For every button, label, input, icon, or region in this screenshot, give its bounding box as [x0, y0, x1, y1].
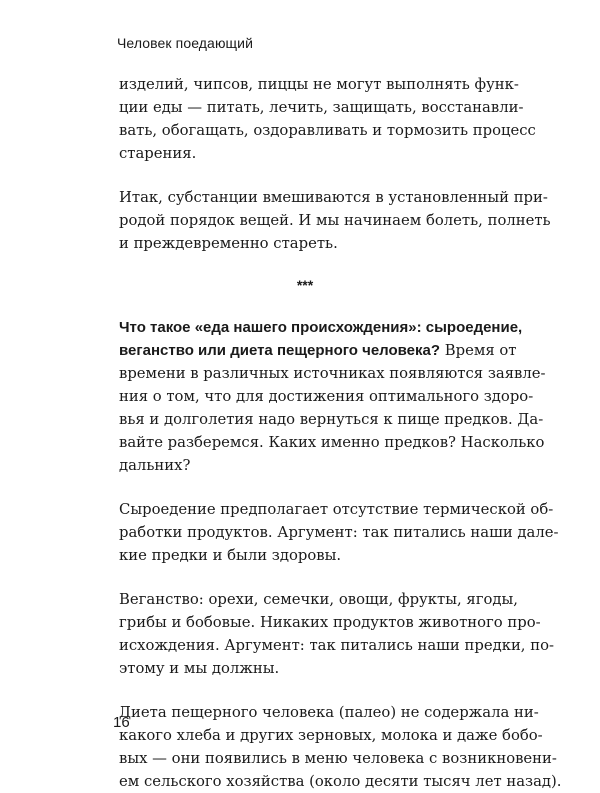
text-line: и преждевременно стареть.	[119, 235, 338, 252]
running-head: Человек поедающий	[117, 35, 254, 51]
text-line: вья и долголетия надо вернуться к пище предков. Да-	[119, 411, 544, 428]
text-line: дальних?	[119, 457, 191, 474]
text-line: ции еды — питать, лечить, защищать, восстанавли-	[119, 99, 524, 116]
text-line: Итак, субстанции вмешиваются в установленный при-	[119, 189, 548, 206]
section-separator: ***	[296, 277, 314, 293]
text-line: времени в различных источниках появляются заявле-	[119, 365, 546, 382]
text-line: старения.	[119, 145, 197, 162]
text-line: работки продуктов. Аргумент: так питались наши дале-	[119, 524, 559, 541]
paragraph-5	[119, 588, 554, 680]
text-line: вых — они появились в меню человека с возникновени-	[119, 750, 557, 767]
section-heading: Что такое «еда нашего происхождения»: сыроедение,	[119, 319, 523, 336]
text-line: ния о том, что для достижения оптимального здоро-	[119, 388, 534, 405]
paragraph-3	[119, 316, 546, 477]
text-line: этому и мы должны.	[119, 660, 280, 677]
page-number: 16	[113, 714, 130, 731]
paragraph-6	[119, 701, 562, 793]
text-line: исхождения. Аргумент: так питались наши предки, по-	[119, 637, 554, 654]
text-line: Диета пещерного человека (палео) не содержала ни-	[119, 704, 539, 721]
page-body	[119, 73, 562, 793]
text-line: грибы и бобовые. Никаких продуктов животного про-	[119, 614, 541, 631]
text-line: Веганство: орехи, семечки, овощи, фрукты, ягоды,	[119, 591, 518, 608]
paragraph-1	[119, 73, 536, 165]
text-line: родой порядок вещей. И мы начинаем болеть, полнеть	[119, 212, 551, 229]
text-fragment: Время от	[440, 342, 517, 359]
text-line: какого хлеба и других зерновых, молока и даже бобо-	[119, 727, 543, 744]
text-line: Сыроедение предполагает отсутствие термической об-	[119, 501, 554, 518]
section-heading-cont: веганство или диета пещерного человека?	[119, 342, 441, 359]
text-line: ем сельского хозяйства (около десяти тысяч лет назад).	[119, 773, 562, 790]
text-line: кие предки и были здоровы.	[119, 547, 342, 564]
paragraph-2	[119, 186, 551, 255]
text-line: вать, обогащать, оздоравливать и тормозить процесс	[119, 122, 536, 139]
text-line: вайте разберемся. Каких именно предков? Насколько	[119, 434, 545, 451]
text-line	[119, 339, 517, 362]
text-line: изделий, чипсов, пиццы не могут выполнять функ-	[119, 76, 519, 93]
paragraph-4	[119, 498, 559, 567]
